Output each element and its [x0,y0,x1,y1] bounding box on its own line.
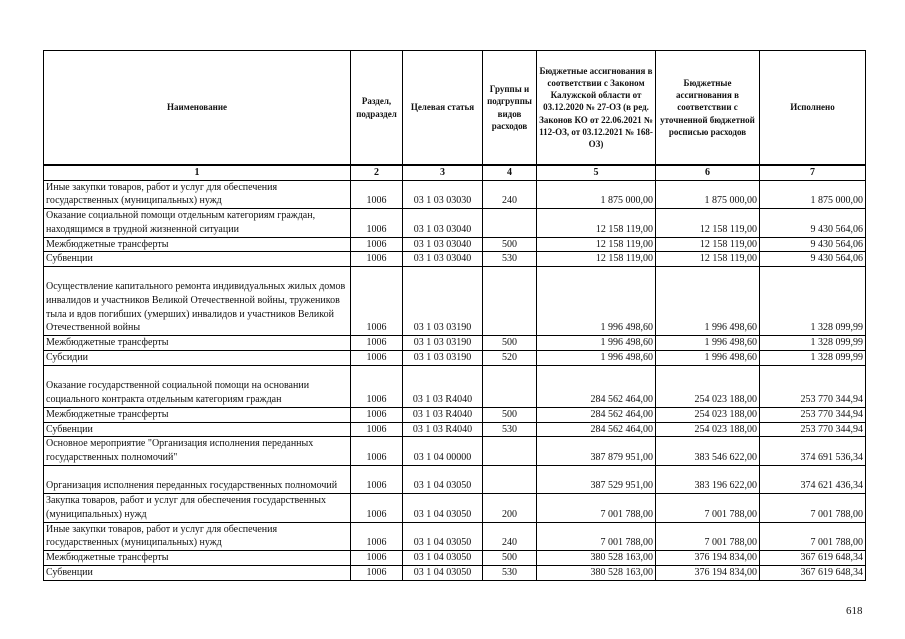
row-law-amount: 12 158 119,00 [537,237,656,252]
row-plan-amount: 12 158 119,00 [656,209,760,238]
row-section: 1006 [351,494,403,523]
row-name: Субвенции [44,566,351,581]
row-target-code: 03 1 04 03050 [403,494,483,523]
column-number: 2 [351,165,403,180]
row-name: Субсидии [44,351,351,366]
row-section: 1006 [351,437,403,466]
row-name: Субвенции [44,252,351,267]
row-executed-amount: 253 770 344,94 [760,422,866,437]
budget-table [43,50,866,581]
row-plan-amount: 1 996 498,60 [656,336,760,351]
row-target-code: 03 1 03 R4040 [403,407,483,422]
row-section: 1006 [351,522,403,551]
row-target-code: 03 1 03 03040 [403,252,483,267]
row-executed-amount: 1 875 000,00 [760,180,866,209]
row-plan-amount: 7 001 788,00 [656,522,760,551]
row-executed-amount: 9 430 564,06 [760,237,866,252]
row-plan-amount: 1 996 498,60 [656,267,760,336]
row-expense-group: 240 [483,180,537,209]
table-row [44,522,866,551]
row-executed-amount: 367 619 648,34 [760,551,866,566]
row-plan-amount: 7 001 788,00 [656,494,760,523]
row-section: 1006 [351,336,403,351]
row-executed-amount: 374 621 436,34 [760,466,866,494]
row-expense-group: 240 [483,522,537,551]
row-name: Межбюджетные трансферты [44,237,351,252]
row-law-amount: 7 001 788,00 [537,522,656,551]
row-target-code: 03 1 03 03190 [403,351,483,366]
row-name: Осуществление капитального ремонта индивидуальных жилых домов инвалидов и участников Великой Отечественной войны, тружеников тыла и вдов погибших (умерших) инвалидов и участников Великой Отечественной войны [44,267,351,336]
table-row [44,551,866,566]
column-number-row [44,165,866,180]
row-plan-amount: 1 875 000,00 [656,180,760,209]
row-law-amount: 284 562 464,00 [537,407,656,422]
row-name: Межбюджетные трансферты [44,551,351,566]
column-number: 7 [760,165,866,180]
row-law-amount: 387 879 951,00 [537,437,656,466]
row-expense-group [483,267,537,336]
row-plan-amount: 383 546 622,00 [656,437,760,466]
row-name: Организация исполнения переданных государственных полномочий [44,466,351,494]
column-number: 3 [403,165,483,180]
header-row [44,51,866,166]
table-row [44,494,866,523]
row-executed-amount: 253 770 344,94 [760,407,866,422]
table-row [44,407,866,422]
page-number: 618 [846,605,863,617]
row-section: 1006 [351,422,403,437]
row-target-code: 03 1 03 03190 [403,267,483,336]
row-expense-group: 500 [483,237,537,252]
row-executed-amount: 253 770 344,94 [760,365,866,407]
row-law-amount: 380 528 163,00 [537,566,656,581]
row-expense-group: 520 [483,351,537,366]
table-row [44,466,866,494]
header-name: Наименование [44,51,351,166]
row-law-amount: 1 996 498,60 [537,351,656,366]
table-row [44,566,866,581]
row-target-code: 03 1 04 03050 [403,522,483,551]
table-row [44,336,866,351]
row-name: Межбюджетные трансферты [44,336,351,351]
row-name: Иные закупки товаров, работ и услуг для обеспечения государственных (муниципальных) нужд [44,522,351,551]
row-section: 1006 [351,267,403,336]
row-target-code: 03 1 04 00000 [403,437,483,466]
row-name: Закупка товаров, работ и услуг для обеспечения государственных (муниципальных) нужд [44,494,351,523]
row-section: 1006 [351,237,403,252]
row-executed-amount: 9 430 564,06 [760,252,866,267]
row-law-amount: 7 001 788,00 [537,494,656,523]
table-row [44,252,866,267]
row-name: Оказание социальной помощи отдельным категориям граждан, находящимся в трудной жизненной ситуации [44,209,351,238]
row-expense-group: 500 [483,407,537,422]
row-expense-group: 200 [483,494,537,523]
row-section: 1006 [351,351,403,366]
table-row [44,267,866,336]
row-executed-amount: 374 691 536,34 [760,437,866,466]
row-name: Межбюджетные трансферты [44,407,351,422]
row-section: 1006 [351,466,403,494]
row-target-code: 03 1 03 03190 [403,336,483,351]
row-target-code: 03 1 04 03050 [403,566,483,581]
header-law-allocations: Бюджетные ассигнования в соответствии с Законом Калужской области от 03.12.2020 № 27-ОЗ (в ред. Законов КО от 22.06.2021 № 112-ОЗ, от 03.12.2021 № 168-ОЗ) [537,51,656,166]
row-law-amount: 284 562 464,00 [537,365,656,407]
row-expense-group: 530 [483,422,537,437]
row-plan-amount: 254 023 188,00 [656,365,760,407]
row-expense-group [483,209,537,238]
row-section: 1006 [351,566,403,581]
row-plan-amount: 254 023 188,00 [656,422,760,437]
table-row [44,237,866,252]
row-law-amount: 380 528 163,00 [537,551,656,566]
row-expense-group: 530 [483,252,537,267]
header-refined-allocations: Бюджетные ассигнования в соответствии с уточненной бюджетной росписью расходов [656,51,760,166]
header-executed: Исполнено [760,51,866,166]
row-executed-amount: 367 619 648,34 [760,566,866,581]
row-law-amount: 1 996 498,60 [537,336,656,351]
row-plan-amount: 383 196 622,00 [656,466,760,494]
row-plan-amount: 12 158 119,00 [656,237,760,252]
row-expense-group: 500 [483,336,537,351]
row-law-amount: 387 529 951,00 [537,466,656,494]
table-row [44,209,866,238]
column-number: 4 [483,165,537,180]
row-section: 1006 [351,407,403,422]
table-row [44,180,866,209]
row-name: Оказание государственной социальной помощи на основании социального контракта отдельным категориям граждан [44,365,351,407]
row-target-code: 03 1 03 03040 [403,209,483,238]
row-section: 1006 [351,252,403,267]
row-law-amount: 12 158 119,00 [537,209,656,238]
row-expense-group: 500 [483,551,537,566]
row-law-amount: 12 158 119,00 [537,252,656,267]
row-law-amount: 284 562 464,00 [537,422,656,437]
row-executed-amount: 7 001 788,00 [760,522,866,551]
header-section: Раздел, подраздел [351,51,403,166]
row-expense-group [483,365,537,407]
row-plan-amount: 254 023 188,00 [656,407,760,422]
header-target-article: Целевая статья [403,51,483,166]
row-executed-amount: 1 328 099,99 [760,336,866,351]
table-row [44,422,866,437]
table-row [44,437,866,466]
header-expense-groups: Группы и подгруппы видов расходов [483,51,537,166]
row-name: Иные закупки товаров, работ и услуг для обеспечения государственных (муниципальных) нужд [44,180,351,209]
row-target-code: 03 1 04 03050 [403,466,483,494]
row-executed-amount: 7 001 788,00 [760,494,866,523]
row-name: Субвенции [44,422,351,437]
row-target-code: 03 1 03 R4040 [403,365,483,407]
row-target-code: 03 1 04 03050 [403,551,483,566]
row-expense-group [483,437,537,466]
column-number: 5 [537,165,656,180]
row-target-code: 03 1 03 03030 [403,180,483,209]
row-section: 1006 [351,209,403,238]
row-law-amount: 1 996 498,60 [537,267,656,336]
table-row [44,351,866,366]
row-executed-amount: 9 430 564,06 [760,209,866,238]
row-executed-amount: 1 328 099,99 [760,351,866,366]
row-section: 1006 [351,180,403,209]
row-law-amount: 1 875 000,00 [537,180,656,209]
row-executed-amount: 1 328 099,99 [760,267,866,336]
row-plan-amount: 12 158 119,00 [656,252,760,267]
row-plan-amount: 376 194 834,00 [656,566,760,581]
row-plan-amount: 1 996 498,60 [656,351,760,366]
row-target-code: 03 1 03 R4040 [403,422,483,437]
row-section: 1006 [351,551,403,566]
table-row [44,365,866,407]
column-number: 1 [44,165,351,180]
row-name: Основное мероприятие "Организация исполнения переданных государственных полномочий" [44,437,351,466]
row-section: 1006 [351,365,403,407]
row-plan-amount: 376 194 834,00 [656,551,760,566]
row-expense-group: 530 [483,566,537,581]
column-number: 6 [656,165,760,180]
row-expense-group [483,466,537,494]
row-target-code: 03 1 03 03040 [403,237,483,252]
